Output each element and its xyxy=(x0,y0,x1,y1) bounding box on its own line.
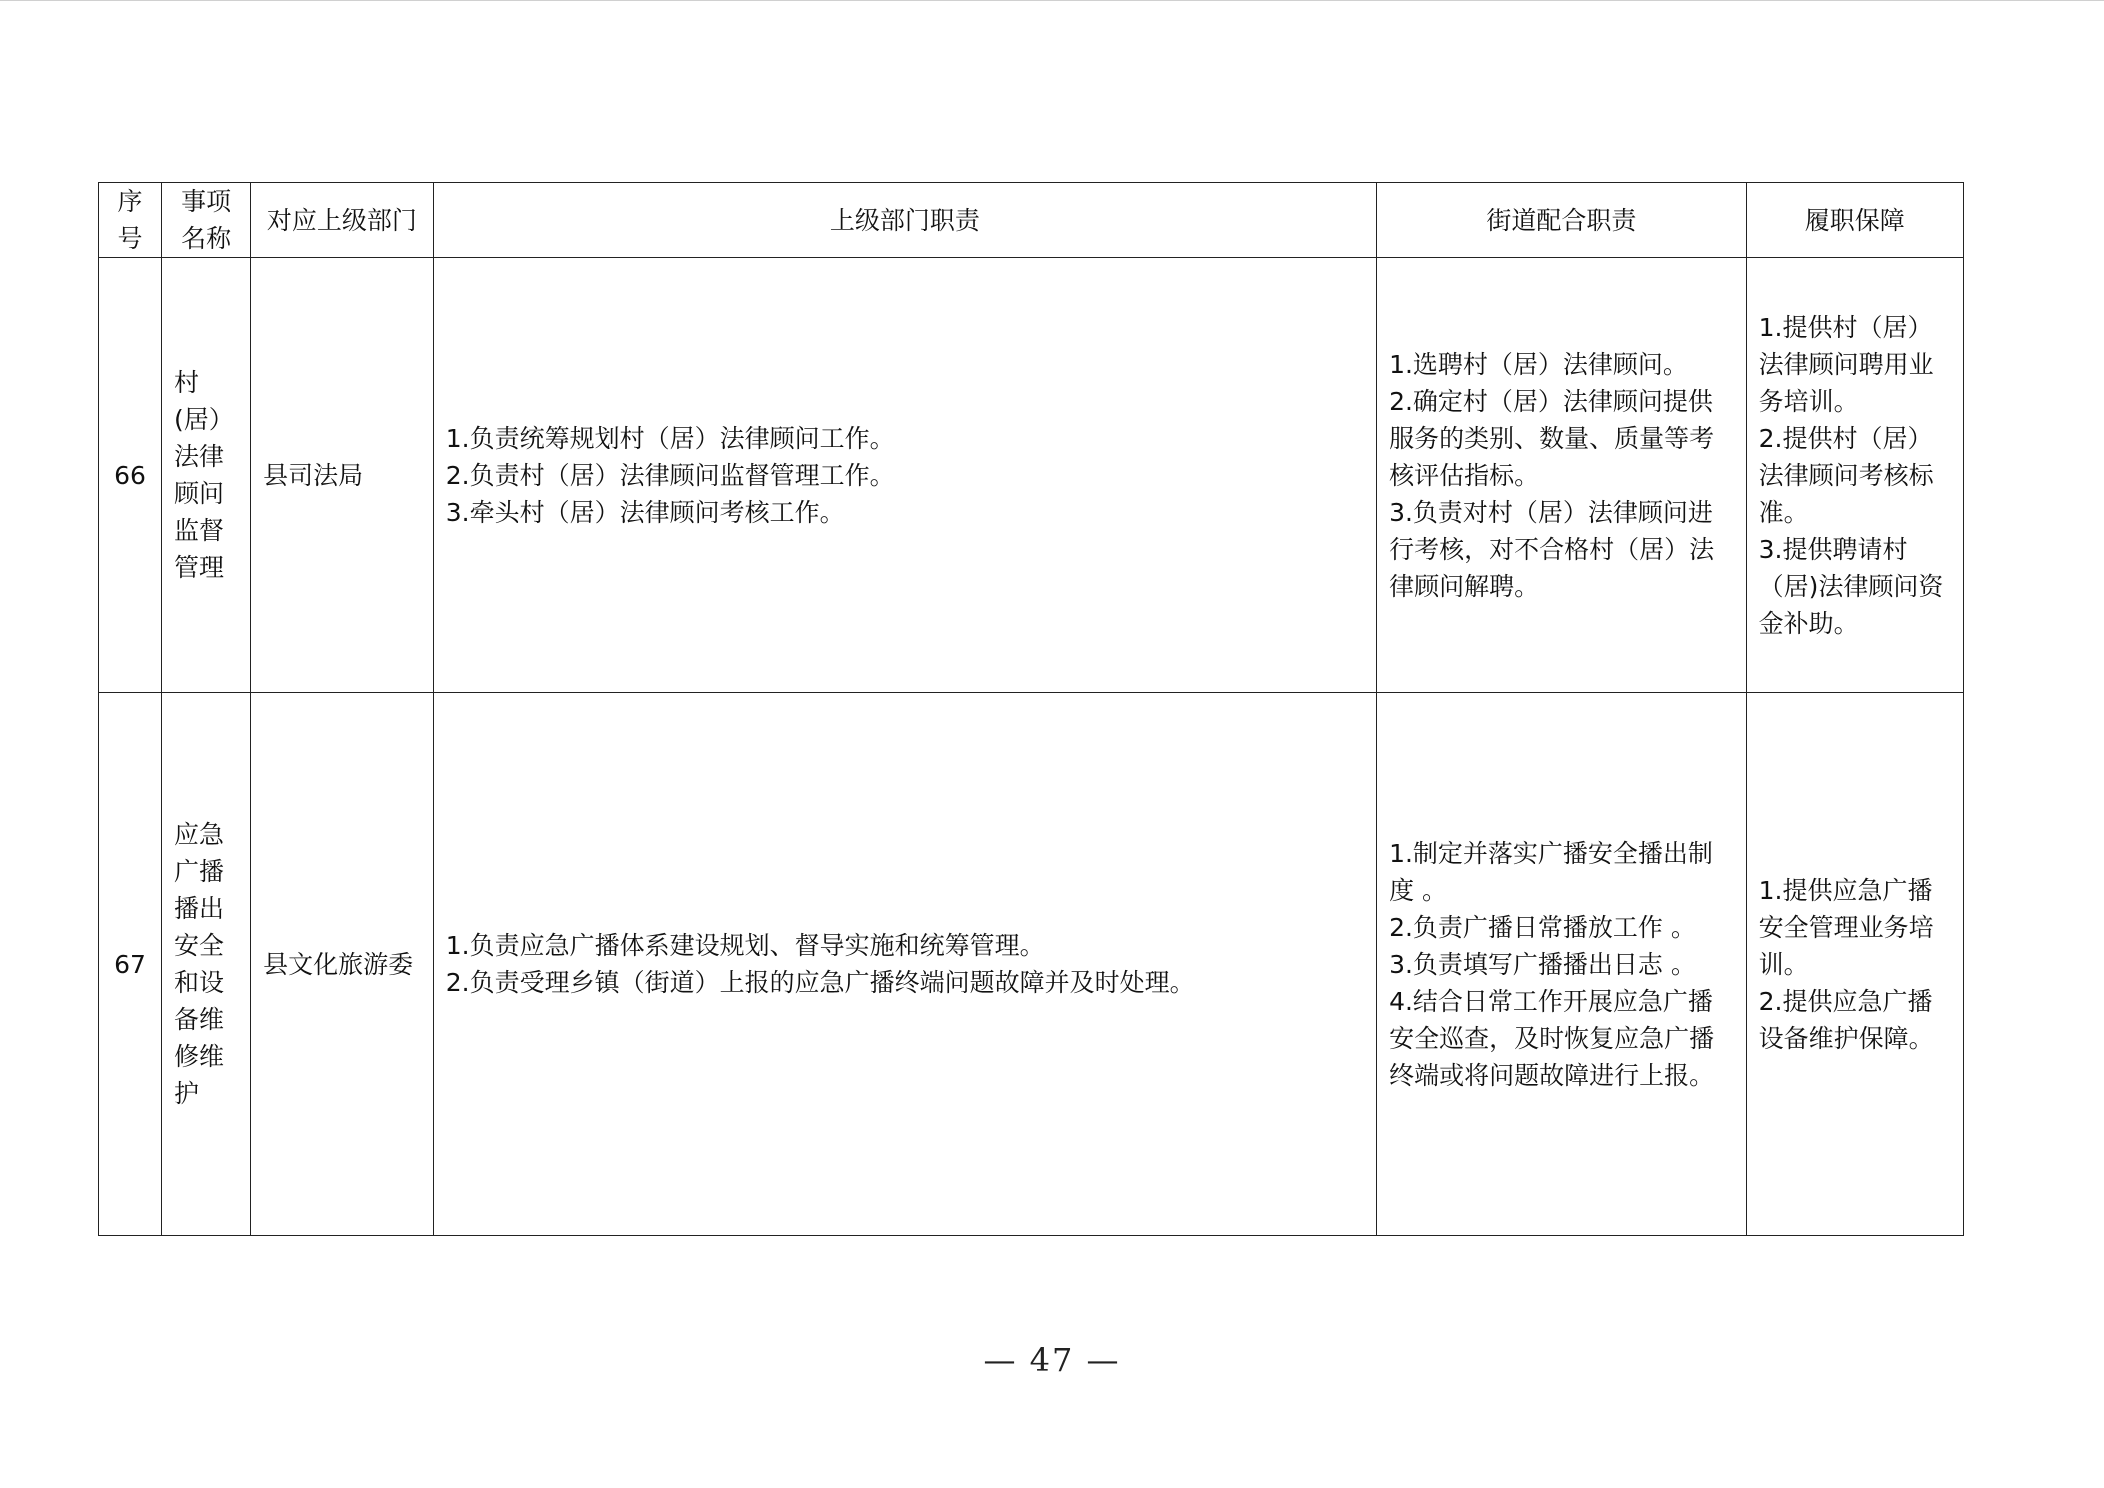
table-row xyxy=(99,258,1964,693)
cell-seq: 66 xyxy=(99,258,162,693)
cell-item-name: 村(居）法律顾问监督管理 xyxy=(162,258,251,693)
upper-duty-item: 1.负责应急广播体系建设规划、督导实施和统筹管理。 xyxy=(445,931,1045,960)
cell-dept: 县文化旅游委 xyxy=(251,693,434,1236)
street-duty-item: 1.制定并落实广播安全播出制度 。 xyxy=(1389,838,1713,905)
guarantee-item: 3.提供聘请村（居)法律顾问资金补助。 xyxy=(1758,534,1944,638)
cell-upper-duty xyxy=(433,258,1376,693)
street-duty-item: 4.结合日常工作开展应急广播安全巡查，及时恢复应急广播终端或将问题故障进行上报。 xyxy=(1389,986,1715,1090)
header-street-duty: 街道配合职责 xyxy=(1377,183,1747,258)
street-duty-item: 3.负责对村（居）法律顾问进行考核，对不合格村（居）法律顾问解聘。 xyxy=(1389,497,1715,601)
header-guarantee: 履职保障 xyxy=(1746,183,1963,258)
header-seq: 序号 xyxy=(99,183,162,258)
upper-duty-item: 2.负责村（居）法律顾问监督管理工作。 xyxy=(445,460,895,490)
cell-dept: 县司法局 xyxy=(251,258,434,693)
duty-table xyxy=(98,182,1964,1236)
street-duty-item: 2.确定村（居）法律顾问提供服务的类别、数量、质量等考核评估指标。 xyxy=(1389,386,1715,490)
cell-street-duty xyxy=(1377,693,1747,1236)
page-number: — 47 — xyxy=(983,1341,1121,1379)
cell-street-duty xyxy=(1377,258,1747,693)
cell-upper-duty xyxy=(433,693,1376,1236)
street-duty-item: 2.负责广播日常播放工作 。 xyxy=(1389,912,1696,942)
upper-duty-item: 2.负责受理乡镇（街道）上报的应急广播终端问题故障并及时处理。 xyxy=(445,968,1195,997)
table-row xyxy=(99,693,1964,1236)
upper-duty-item: 1.负责统筹规划村（居）法律顾问工作。 xyxy=(445,423,895,453)
upper-duty-item: 3.牵头村（居）法律顾问考核工作。 xyxy=(445,497,845,527)
guarantee-item: 1.提供应急广播安全管理业务培训。 xyxy=(1758,875,1934,979)
table-header-row xyxy=(99,183,1964,258)
guarantee-item: 1.提供村（居）法律顾问聘用业务培训。 xyxy=(1758,312,1934,416)
header-upper-duty: 上级部门职责 xyxy=(433,183,1376,258)
street-duty-item: 3.负责填写广播播出日志 。 xyxy=(1389,949,1696,979)
cell-guarantee xyxy=(1746,693,1963,1236)
guarantee-item: 2.提供应急广播设备维护保障。 xyxy=(1758,986,1934,1053)
cell-seq: 67 xyxy=(99,693,162,1236)
cell-guarantee xyxy=(1746,258,1963,693)
guarantee-item: 2.提供村（居）法律顾问考核标准。 xyxy=(1758,423,1934,527)
street-duty-item: 1.选聘村（居）法律顾问。 xyxy=(1389,349,1688,379)
header-dept: 对应上级部门 xyxy=(251,183,434,258)
header-name: 事项名称 xyxy=(162,183,251,258)
cell-item-name: 应急广播播出安全和设备维修维护 xyxy=(162,693,251,1236)
